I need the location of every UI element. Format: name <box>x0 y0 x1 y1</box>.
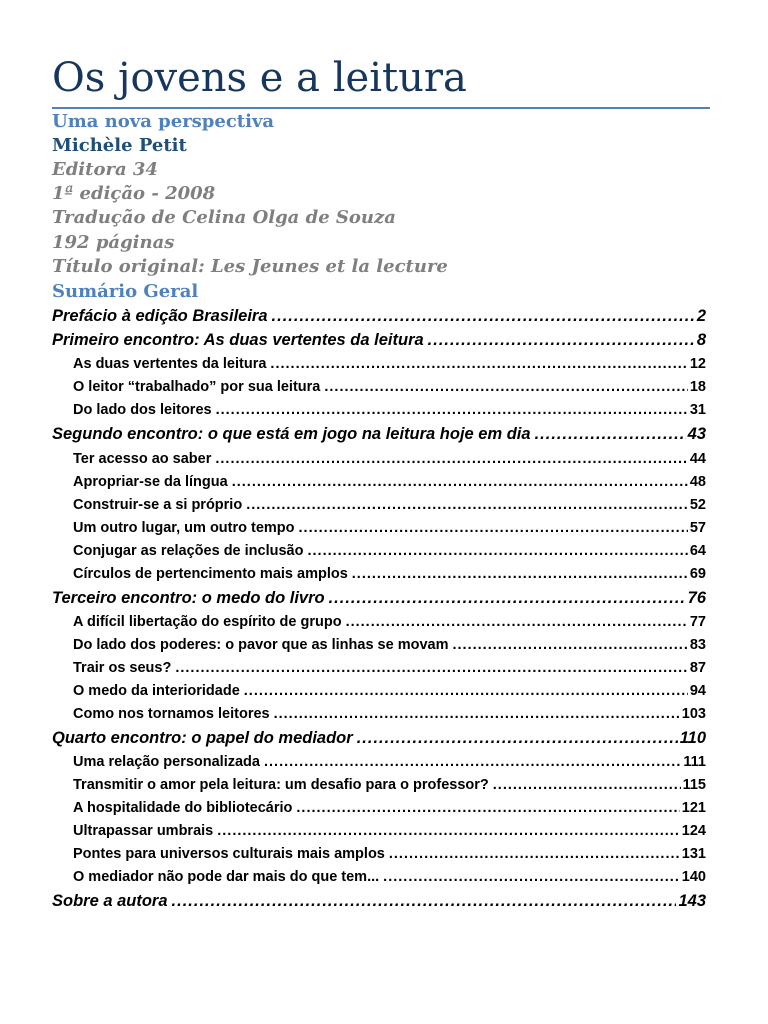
toc-dot-leader <box>346 614 688 630</box>
toc-chapter-entry[interactable] <box>52 307 706 331</box>
toc-page-number: 52 <box>689 497 706 513</box>
toc-section-entry[interactable] <box>73 754 706 777</box>
toc-entry-label: Construir-se a si próprio <box>73 497 243 513</box>
toc-dot-leader <box>215 451 687 467</box>
toc-page-number: 87 <box>689 660 706 676</box>
toc-section-entry[interactable] <box>73 846 706 869</box>
toc-section-entry[interactable] <box>73 520 706 543</box>
toc-entry-label: Círculos de pertencimento mais amplos <box>73 566 348 582</box>
toc-dot-leader <box>389 846 680 862</box>
book-translation: Tradução de Celina Olga de Souza <box>52 207 396 228</box>
toc-entry-label: Transmitir o amor pela leitura: um desafio para o professor? <box>73 777 489 793</box>
toc-chapter-entry[interactable] <box>52 589 706 613</box>
toc-page-number: 124 <box>681 823 706 839</box>
toc-page-number: 8 <box>696 331 706 349</box>
toc-page-number: 31 <box>689 402 706 418</box>
toc-section-entry[interactable] <box>73 614 706 637</box>
toc-section-entry[interactable] <box>73 869 706 892</box>
toc-section-entry[interactable] <box>73 637 706 660</box>
book-subtitle: Uma nova perspectiva <box>52 111 275 132</box>
toc-entry-label: Primeiro encontro: As duas vertentes da leitura <box>52 331 424 349</box>
toc-entry-label: Do lado dos leitores <box>73 402 212 418</box>
toc-page-number: 94 <box>689 683 706 699</box>
toc-section-entry[interactable] <box>73 660 706 683</box>
toc-entry-label: O medo da interioridade <box>73 683 240 699</box>
toc-entry-label: Quarto encontro: o papel do mediador <box>52 729 353 747</box>
toc-entry-label: O mediador não pode dar mais do que tem... <box>73 869 380 885</box>
toc-dot-leader <box>535 425 686 444</box>
toc-dot-leader <box>352 566 688 582</box>
toc-section-entry[interactable] <box>73 706 706 729</box>
toc-entry-label: As duas vertentes da leitura <box>73 356 267 372</box>
toc-entry-label: Conjugar as relações de inclusão <box>73 543 304 559</box>
toc-section-entry[interactable] <box>73 800 706 823</box>
toc-entry-label: Trair os seus? <box>73 660 172 676</box>
toc-page-number: 76 <box>687 589 706 607</box>
toc-page-number: 57 <box>689 520 706 536</box>
toc-page-number: 121 <box>681 800 706 816</box>
toc-entry-label: Ter acesso ao saber <box>73 451 212 467</box>
toc-entry-label: A difícil libertação do espírito de grupo <box>73 614 342 630</box>
toc-page-number: 83 <box>689 637 706 653</box>
toc-page-number: 110 <box>679 729 706 747</box>
toc-page-number: 64 <box>689 543 706 559</box>
toc-page-number: 18 <box>689 379 706 395</box>
toc-dot-leader <box>493 777 681 793</box>
toc-dot-leader <box>299 520 688 536</box>
toc-dot-leader <box>307 543 687 559</box>
toc-section-entry[interactable] <box>73 683 706 706</box>
toc-entry-label: Sobre a autora <box>52 892 168 910</box>
toc-section-entry[interactable] <box>73 823 706 846</box>
toc-dot-leader <box>264 754 681 770</box>
toc-section-entry[interactable] <box>73 474 706 497</box>
toc-dot-leader <box>274 706 680 722</box>
toc-dot-leader <box>428 331 695 350</box>
toc-section-entry[interactable] <box>73 451 706 474</box>
toc-chapter-entry[interactable] <box>52 425 706 449</box>
toc-page-number: 143 <box>678 892 706 910</box>
toc-dot-leader <box>217 823 680 839</box>
toc-entry-label: Do lado dos poderes: o pavor que as linhas se movam <box>73 637 449 653</box>
title-underline <box>52 107 710 109</box>
toc-chapter-entry[interactable] <box>52 331 706 355</box>
toc-dot-leader <box>296 800 679 816</box>
toc-entry-label: Um outro lugar, um outro tempo <box>73 520 295 536</box>
toc-chapter-entry[interactable] <box>52 729 706 753</box>
toc-dot-leader <box>270 356 687 372</box>
toc-entry-label: Ultrapassar umbrais <box>73 823 214 839</box>
toc-entry-label: Segundo encontro: o que está em jogo na leitura hoje em dia <box>52 425 531 443</box>
toc-dot-leader <box>244 683 688 699</box>
toc-dot-leader <box>246 497 688 513</box>
toc-section-entry[interactable] <box>73 566 706 589</box>
toc-page-number: 115 <box>682 777 706 793</box>
toc-entry-label: Prefácio à edição Brasileira <box>52 307 268 325</box>
toc-dot-leader <box>216 402 688 418</box>
book-edition: 1ª edição - 2008 <box>52 183 216 204</box>
book-publisher: Editora 34 <box>52 159 158 180</box>
toc-page-number: 43 <box>687 425 706 443</box>
toc-entry-label: Como nos tornamos leitores <box>73 706 270 722</box>
toc-dot-leader <box>453 637 688 653</box>
toc-entry-label: Terceiro encontro: o medo do livro <box>52 589 325 607</box>
toc-page-number: 48 <box>689 474 706 490</box>
toc-page-number: 69 <box>689 566 706 582</box>
toc-entry-label: O leitor “trabalhado” por sua leitura <box>73 379 321 395</box>
toc-dot-leader <box>357 729 678 748</box>
toc-page-number: 44 <box>689 451 706 467</box>
toc-section-entry[interactable] <box>73 356 706 379</box>
toc-dot-leader <box>329 589 686 608</box>
toc-entry-label: Pontes para universos culturais mais amplos <box>73 846 385 862</box>
toc-page-number: 2 <box>696 307 706 325</box>
toc-page-number: 77 <box>689 614 706 630</box>
toc-dot-leader <box>172 892 677 911</box>
toc-page-number: 103 <box>681 706 706 722</box>
book-original-title: Título original: Les Jeunes et la lecture <box>52 256 448 277</box>
toc-dot-leader <box>272 307 695 326</box>
toc-page-number: 140 <box>681 869 706 885</box>
toc-dot-leader <box>324 379 688 395</box>
toc-entry-label: A hospitalidade do bibliotecário <box>73 800 293 816</box>
book-page-count: 192 páginas <box>52 232 175 253</box>
toc-section-entry[interactable] <box>73 543 706 566</box>
book-author: Michèle Petit <box>52 135 187 156</box>
toc-section-entry[interactable] <box>73 379 706 402</box>
toc-entry-label: Uma relação personalizada <box>73 754 260 770</box>
toc-entry-label: Apropriar-se da língua <box>73 474 228 490</box>
toc-page-number: 131 <box>681 846 706 862</box>
summary-heading: Sumário Geral <box>52 281 199 302</box>
toc-section-entry[interactable] <box>73 497 706 520</box>
toc-section-entry[interactable] <box>73 777 706 800</box>
toc-section-entry[interactable] <box>73 402 706 425</box>
toc-dot-leader <box>175 660 688 676</box>
toc-dot-leader <box>232 474 688 490</box>
book-title: Os jovens e a leitura <box>52 55 467 101</box>
toc-dot-leader <box>383 869 680 885</box>
toc-page-number: 12 <box>689 356 706 372</box>
toc-page-number: 111 <box>683 754 706 770</box>
toc-chapter-entry[interactable] <box>52 892 706 916</box>
